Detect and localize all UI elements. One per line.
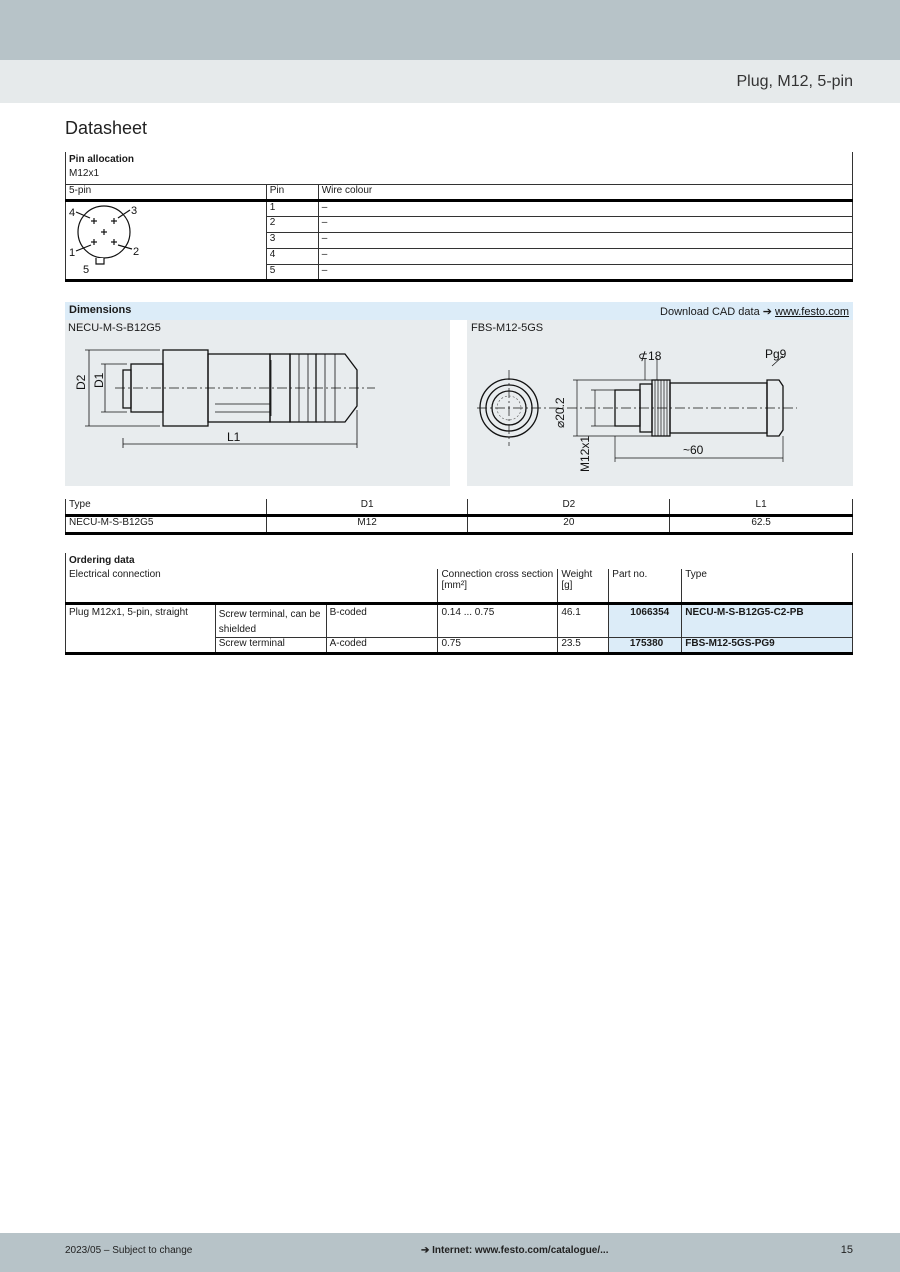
weight-label: Weight <box>561 569 593 580</box>
dim-length: ~60 <box>683 443 704 457</box>
dim-c18: ⊄18 <box>638 349 662 363</box>
ordering-header-electrical: Electrical connection <box>66 569 438 603</box>
ordering-header-cross-section <box>438 569 558 603</box>
ordering-header-weight <box>558 569 609 603</box>
dim-header-type: Type <box>66 499 267 515</box>
dim-d20: ⌀20.2 <box>553 397 567 428</box>
ordering-cell-weight: 46.1 <box>558 603 609 637</box>
pin-label-3: 3 <box>131 204 138 217</box>
pin-allocation-table <box>65 152 853 282</box>
ordering-cell-weight: 23.5 <box>558 637 609 653</box>
cad-download <box>660 305 849 318</box>
ordering-table <box>65 553 853 655</box>
pin-cell: 1 <box>266 200 318 216</box>
dimensions-table <box>65 499 853 535</box>
wire-colour-cell: – <box>318 248 852 264</box>
cad-download-text: Download CAD data ➔ <box>660 306 772 318</box>
col-5pin: 5-pin <box>66 184 267 200</box>
ordering-cell-part-no[interactable]: 175380 <box>609 637 682 653</box>
ordering-cell-coding: A-coded <box>326 637 438 653</box>
dim-cell-d1: M12 <box>266 515 468 533</box>
wire-colour-cell: – <box>318 232 852 248</box>
ordering-cell-part-no[interactable]: 1066354 <box>609 603 682 637</box>
dim-header-d1: D1 <box>266 499 468 515</box>
footer <box>0 1233 900 1272</box>
pin-label-5: 5 <box>83 263 90 276</box>
ordering-cell-description: Plug M12x1, 5-pin, straight <box>66 603 216 637</box>
dimensions-header <box>65 302 853 320</box>
footer-date: 2023/05 – Subject to change <box>65 1245 193 1256</box>
pin-cell: 3 <box>266 232 318 248</box>
ordering-cell-terminal: Screw terminal <box>215 637 326 653</box>
col-pin: Pin <box>266 184 318 200</box>
footer-internet-link[interactable]: ➔ Internet: www.festo.com/catalogue/... <box>421 1245 609 1256</box>
drawing-label-right: FBS-M12-5GS <box>471 322 544 334</box>
cad-download-link[interactable]: www.festo.com <box>775 306 849 318</box>
wire-colour-cell: – <box>318 264 852 280</box>
ordering-cell-terminal: Screw terminal, can be shielded <box>215 603 326 637</box>
dim-pg9: Pg9 <box>765 347 787 361</box>
ordering-header-part-no: Part no. <box>609 569 682 603</box>
drawing-label-left: NECU-M-S-B12G5 <box>68 322 161 334</box>
cross-section-label: Connection cross section <box>441 569 554 580</box>
dim-cell-d2: 20 <box>468 515 670 533</box>
document-title: Plug, M12, 5-pin <box>736 73 853 90</box>
dimensions-title: Dimensions <box>69 304 132 316</box>
fbs-drawing <box>467 340 853 480</box>
ordering-row <box>66 603 853 637</box>
dim-header-l1: L1 <box>670 499 853 515</box>
dim-header-d2: D2 <box>468 499 670 515</box>
ordering-cell-type[interactable]: FBS-M12-5GS-PG9 <box>682 637 853 653</box>
ordering-cell-coding: B-coded <box>326 603 438 637</box>
ordering-cell-cross-section: 0.75 <box>438 637 558 653</box>
dim-cell-type: NECU-M-S-B12G5 <box>66 515 267 533</box>
ordering-cell-description <box>66 637 216 653</box>
section-title: Datasheet <box>65 118 148 138</box>
dim-m12: M12x1 <box>578 435 592 472</box>
pin-allocation-subtitle: M12x1 <box>69 168 100 179</box>
cross-section-unit: [mm²] <box>441 580 467 591</box>
pin-cell: 5 <box>266 264 318 280</box>
dim-cell-l1: 62.5 <box>670 515 853 533</box>
col-wire-colour: Wire colour <box>318 184 852 200</box>
page-number: 15 <box>840 1244 853 1256</box>
pin-label-4: 4 <box>69 206 76 219</box>
ordering-cell-cross-section: 0.14 ... 0.75 <box>438 603 558 637</box>
ordering-header-type: Type <box>682 569 853 603</box>
pin-cell: 2 <box>266 216 318 232</box>
necu-drawing <box>65 340 450 480</box>
wire-colour-cell: – <box>318 200 852 216</box>
ordering-row <box>66 637 853 653</box>
wire-colour-cell: – <box>318 216 852 232</box>
weight-unit: [g] <box>561 580 573 591</box>
dim-l1: L1 <box>227 430 241 444</box>
ordering-cell-type[interactable]: NECU-M-S-B12G5-C2-PB <box>682 603 853 637</box>
pin-label-1: 1 <box>69 246 76 259</box>
pin-allocation-title: Pin allocation <box>69 154 135 165</box>
ordering-title: Ordering data <box>69 555 135 566</box>
pin-cell: 4 <box>266 248 318 264</box>
pin-label-2: 2 <box>133 245 140 258</box>
dim-d1: D1 <box>92 372 106 388</box>
top-bar <box>0 0 900 60</box>
dim-d2: D2 <box>74 374 88 390</box>
pin-diagram <box>66 202 166 280</box>
